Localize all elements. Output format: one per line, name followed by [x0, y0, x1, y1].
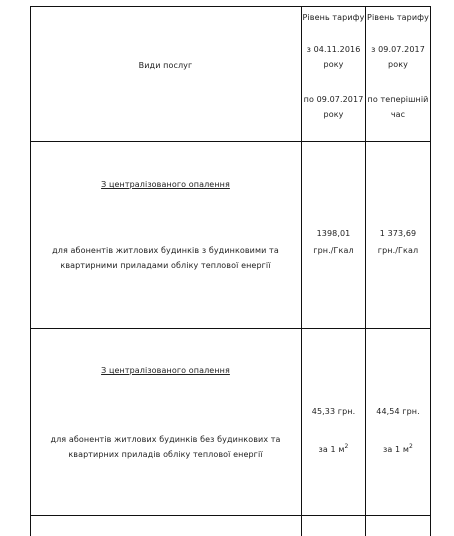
header-col2-from-unit: року [388, 60, 408, 69]
header-col1-from: з 04.11.2016 [306, 45, 361, 54]
row2-col2-unit: за 1 $м^2$ [383, 443, 413, 454]
column-divider [301, 6, 302, 536]
row-divider [30, 141, 431, 142]
row2-service-title: З централізованого опалення [101, 366, 230, 375]
table-border-right [430, 6, 431, 536]
tariff-table [30, 6, 431, 536]
row1-col1-value: 1398,01 [316, 229, 351, 238]
header-col1-to-unit: року [323, 110, 344, 119]
row-divider [30, 328, 431, 329]
row2-desc-line2: квартирних приладів обліку теплової енергії [68, 450, 263, 459]
row2-col1-value: 45,33 грн. [311, 407, 356, 416]
row2-col1-unit: за 1 $м^2$ [318, 443, 349, 454]
header-col2-to-unit: час [390, 110, 406, 119]
header-col2-to: по теперішній [367, 95, 429, 104]
row1-desc-line2: квартирними приладами обліку теплової енергії [60, 261, 271, 270]
row1-col2-value: 1 373,69 [379, 229, 417, 238]
row2-desc-line1: для абонентів житлових будинків без будинкових та [50, 435, 281, 444]
row-divider [30, 515, 431, 516]
row2-col2-value: 44,54 грн. [376, 407, 420, 416]
header-col2-from: з 09.07.2017 [371, 45, 425, 54]
row1-col1-unit: грн./Гкал [313, 246, 354, 255]
header-col1-to: по 09.07.2017 [303, 95, 364, 104]
header-col1-title: Рівень тарифу [302, 13, 365, 22]
header-services: Види послуг [138, 61, 193, 70]
header-col1-from-unit: року [323, 60, 344, 69]
row1-col2-unit: грн./Гкал [377, 246, 419, 255]
row1-service-title: З централізованого опалення [101, 180, 230, 189]
row1-desc-line1: для абонентів житлових будинків з будинковими та [52, 246, 279, 255]
header-col2-title: Рівень тарифу [367, 13, 429, 22]
column-divider [365, 6, 366, 536]
table-border-top [30, 6, 431, 7]
